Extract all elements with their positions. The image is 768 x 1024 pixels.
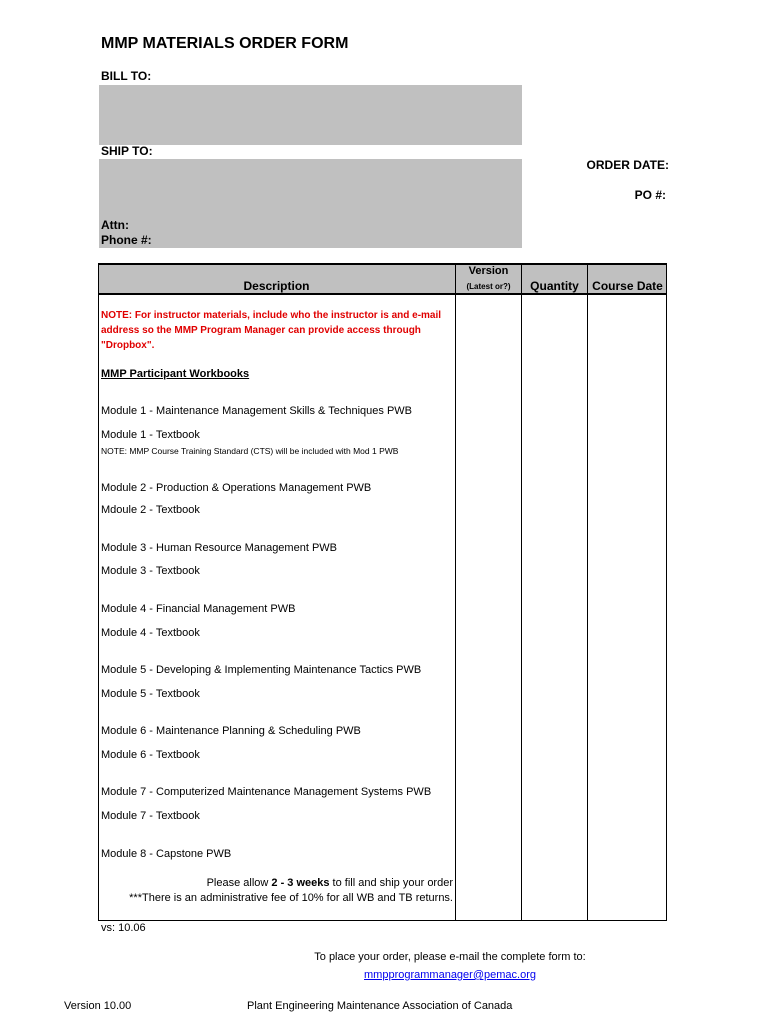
allow-weeks: 2 - 3 weeks <box>271 877 330 889</box>
list-item: Module 3 - Human Resource Management PWB <box>101 542 337 554</box>
ship-to-field[interactable] <box>99 159 522 248</box>
col-course-date: Course Date <box>592 279 663 293</box>
ship-to-label: SHIP TO: <box>101 144 153 158</box>
column-divider <box>587 263 588 921</box>
list-item: Module 5 - Textbook <box>101 688 200 700</box>
cts-note: NOTE: MMP Course Training Standard (CTS) will be included with Mod 1 PWB <box>101 446 399 456</box>
list-item: Module 6 - Textbook <box>101 749 200 761</box>
list-item: Mdoule 2 - Textbook <box>101 504 200 516</box>
section-title: MMP Participant Workbooks <box>101 368 250 380</box>
email-link[interactable]: mmpprogrammanager@pemac.org <box>364 969 536 981</box>
list-item: Module 4 - Financial Management PWB <box>101 603 296 615</box>
po-label: PO #: <box>634 188 666 202</box>
phone-label: Phone #: <box>101 233 152 247</box>
list-item: Module 4 - Textbook <box>101 627 200 639</box>
list-item: Module 1 - Textbook <box>101 429 200 441</box>
col-description: Description <box>243 279 310 293</box>
list-item: Module 7 - Computerized Maintenance Management Systems PWB <box>101 786 432 798</box>
email-container <box>250 965 650 983</box>
list-item: Module 6 - Maintenance Planning & Scheduling PWB <box>101 725 361 737</box>
order-table <box>98 263 667 921</box>
col-version: Version <box>468 265 509 277</box>
list-item: Module 7 - Textbook <box>101 810 200 822</box>
list-item: Module 8 - Capstone PWB <box>101 848 232 860</box>
attn-label: Attn: <box>101 218 129 232</box>
footer-org: Plant Engineering Maintenance Association of Canada <box>247 1000 513 1012</box>
footer-version: Version 10.00 <box>64 1000 132 1012</box>
instructor-note: NOTE: For instructor materials, include who the instructor is and e-mail address so the MMP Program Manager can provide access through "Dropbox". <box>101 310 442 351</box>
column-divider <box>521 263 522 921</box>
admin-fee-note: ***There is an administrative fee of 10% for all WB and TB returns. <box>129 892 453 904</box>
page-title: MMP MATERIALS ORDER FORM <box>101 35 349 52</box>
list-item: Module 3 - Textbook <box>101 565 200 577</box>
place-order-text: To place your order, please e-mail the complete form to: <box>314 951 586 963</box>
allow-prefix: Please allow <box>206 877 272 889</box>
col-quantity: Quantity <box>530 279 579 293</box>
list-item: Module 1 - Maintenance Management Skills & Techniques PWB <box>101 405 413 417</box>
list-item: Module 5 - Developing & Implementing Maintenance Tactics PWB <box>101 664 422 676</box>
shipping-time-note <box>101 877 453 889</box>
bill-to-label: BILL TO: <box>101 69 152 83</box>
list-item: Module 2 - Production & Operations Management PWB <box>101 482 372 494</box>
version-short: vs: 10.06 <box>101 922 146 934</box>
col-version-sub: (Latest or?) <box>466 282 511 291</box>
allow-suffix: to fill and ship your order <box>329 877 453 889</box>
column-divider <box>455 263 456 921</box>
bill-to-field[interactable] <box>99 85 522 145</box>
order-date-label: ORDER DATE: <box>586 158 669 172</box>
